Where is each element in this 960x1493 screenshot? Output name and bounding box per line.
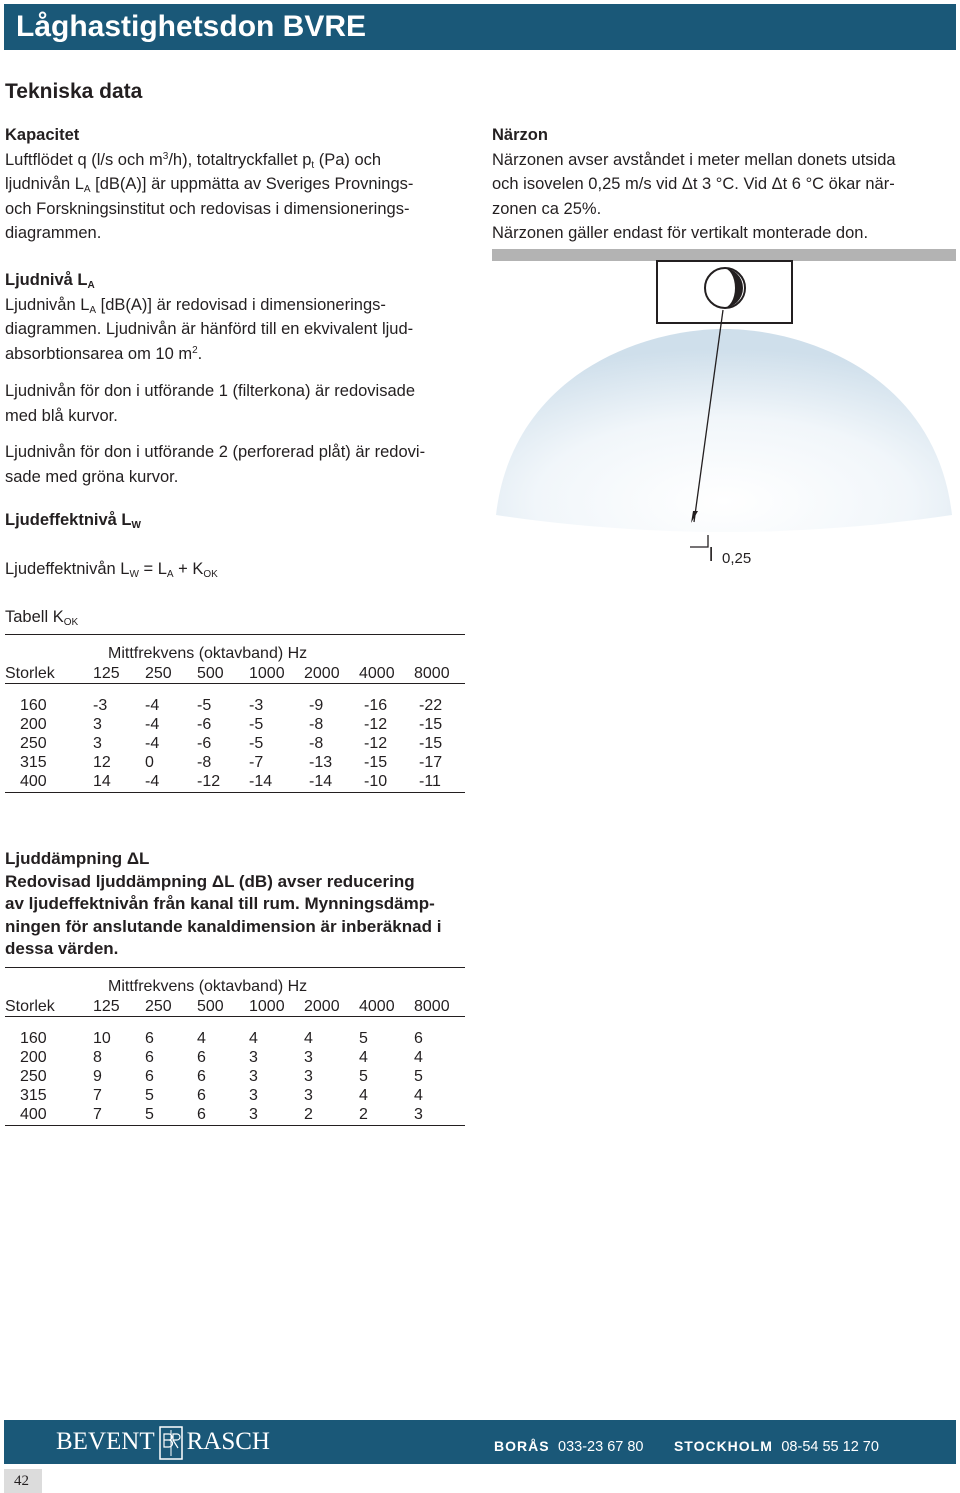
- section-title: Tekniska data: [5, 80, 143, 103]
- table-dl: [5, 967, 465, 1126]
- table-kok-group-header: Mittfrekvens (oktavband) Hz: [108, 644, 308, 662]
- ljuddampning-heading: Ljuddämpning ΔL: [5, 849, 150, 868]
- table-row: 400 7 5 6 3 2 2 3: [5, 1105, 465, 1126]
- ljudniva-text: Ljudnivån $L_A$ [dB(A)] är redovisad i dimensionerings- diagrammen. Ljudnivån är hänförd till en ekvivalent ljud- absorbtionsarea om 10 $m^2$.: [5, 295, 414, 363]
- table-kok-caption: Tabell $K_{OK}$: [5, 608, 79, 628]
- table-kok-col-header: 4000: [359, 663, 414, 684]
- table-row: 315 7 5 6 3 3 4 4: [20, 1087, 423, 1104]
- ljuddampning-text: Redovisad ljuddämpning ΔL (dB) avser reducering av ljudeffektnivån från kanal till rum. Mynningsdämp- ningen för anslutande kanaldimension är inberäknad i dessa värden.: [5, 871, 442, 958]
- table-kok-col-header: 500: [197, 663, 249, 684]
- kapacitet-section: [5, 123, 475, 246]
- table-kok-header-row: [5, 663, 465, 684]
- logo-seal-icon: [159, 1426, 183, 1460]
- ljudniva-section: [5, 268, 475, 489]
- page-title: Låghastighetsdon BVRE: [16, 10, 367, 43]
- table-row: 250 3 -4 -6 -5 -8 -12 -15: [20, 735, 443, 752]
- ljudniva-green-text: Ljudnivån för don i utförande 2 (perforerad plåt) är redovi- sade med gröna kurvor.: [5, 443, 426, 486]
- footer-phone-stockholm: 08-54 55 12 70: [781, 1439, 879, 1455]
- table-dl-col-header: 1000: [249, 996, 304, 1017]
- table-dl-group-header: Mittfrekvens (oktavband) Hz: [108, 977, 308, 995]
- narzon-section: [492, 123, 952, 246]
- narzon-diagram: [492, 245, 956, 595]
- diffuser-unit: [657, 261, 792, 323]
- ljudniva-heading: Ljudnivå $L_A$: [5, 271, 95, 291]
- table-kok-col-header: 2000: [304, 663, 359, 684]
- table-dl-col-header: 125: [93, 996, 145, 1017]
- table-row: 200 8 6 6 3 3 4 4: [20, 1049, 423, 1066]
- ljudeffekt-formula: Ljudeffektnivån $L_W = L_A + K_{OK}$: [5, 560, 218, 580]
- table-dl-col-header: 8000: [414, 996, 465, 1017]
- table-row: 250 9 6 6 3 3 5 5: [20, 1068, 423, 1085]
- footer-contacts: [494, 1420, 879, 1464]
- footer-bar: [4, 1420, 956, 1464]
- footer-phone-boras: 033-23 67 80: [558, 1439, 644, 1455]
- company-logo: BEVENT RASCH: [56, 1420, 270, 1464]
- ljudeffekt-heading: Ljudeffektnivå $L_W$: [5, 511, 141, 531]
- title-bar: [4, 4, 956, 50]
- table-row: 200 3 -4 -6 -5 -8 -12 -15: [20, 716, 443, 733]
- table-row: 315 12 0 -8 -7 -13 -15 -17: [20, 754, 443, 771]
- table-dl-col-header: Storlek: [5, 996, 93, 1017]
- near-zone-label-value: 0,25: [722, 550, 752, 567]
- near-zone-label: l: [709, 545, 714, 566]
- kapacitet-text: Luftflödet q (l/s och $m^3/h$), totaltryckfallet $p_t$ (Pa) och ljudnivån $L_A$ [dB(A)] är uppmätta av Sveriges Provnings- och Forskningsinstitut och redovisas i dimensionerings- diagrammen.: [5, 150, 414, 242]
- table-row: 400 14 -4 -12 -14 -14 -10 -11: [5, 772, 465, 793]
- table-dl-col-header: 250: [145, 996, 197, 1017]
- ljuddampning-section: [5, 848, 475, 961]
- footer-city-boras: BORÅS: [494, 1438, 550, 1454]
- narzon-heading: Närzon: [492, 126, 548, 144]
- table-kok-col-header: 125: [93, 663, 145, 684]
- table-row: 160 10 6 4 4 4 5 6: [20, 1030, 423, 1047]
- table-dl-col-header: 4000: [359, 996, 414, 1017]
- table-row: 160 -3 -4 -5 -3 -9 -16 -22: [20, 697, 443, 714]
- ljudniva-blue-text: Ljudnivån för don i utförande 1 (filterkona) är redovisade med blå kurvor.: [5, 382, 415, 425]
- kapacitet-heading: Kapacitet: [5, 126, 80, 144]
- table-dl-col-header: 2000: [304, 996, 359, 1017]
- table-kok-col-header: Storlek: [5, 663, 93, 684]
- narzon-text: Närzonen avser avståndet i meter mellan donets utsida och isovelen 0,25 m/s vid Δt 3 °C. Vid Δt 6 °C ökar när- zonen ca 25%. Närzonen gäller endast för vertikalt monterade don.: [492, 150, 896, 242]
- table-dl-header-row: [5, 996, 465, 1017]
- table-kok: [5, 634, 465, 793]
- ceiling-bar: [492, 249, 956, 261]
- table-kok-col-header: 250: [145, 663, 197, 684]
- table-kok-col-header: 8000: [414, 663, 465, 684]
- footer-city-stockholm: STOCKHOLM: [673, 1438, 773, 1454]
- table-dl-col-header: 500: [197, 996, 249, 1017]
- table-kok-col-header: 1000: [249, 663, 304, 684]
- page-number: 42: [4, 1469, 42, 1493]
